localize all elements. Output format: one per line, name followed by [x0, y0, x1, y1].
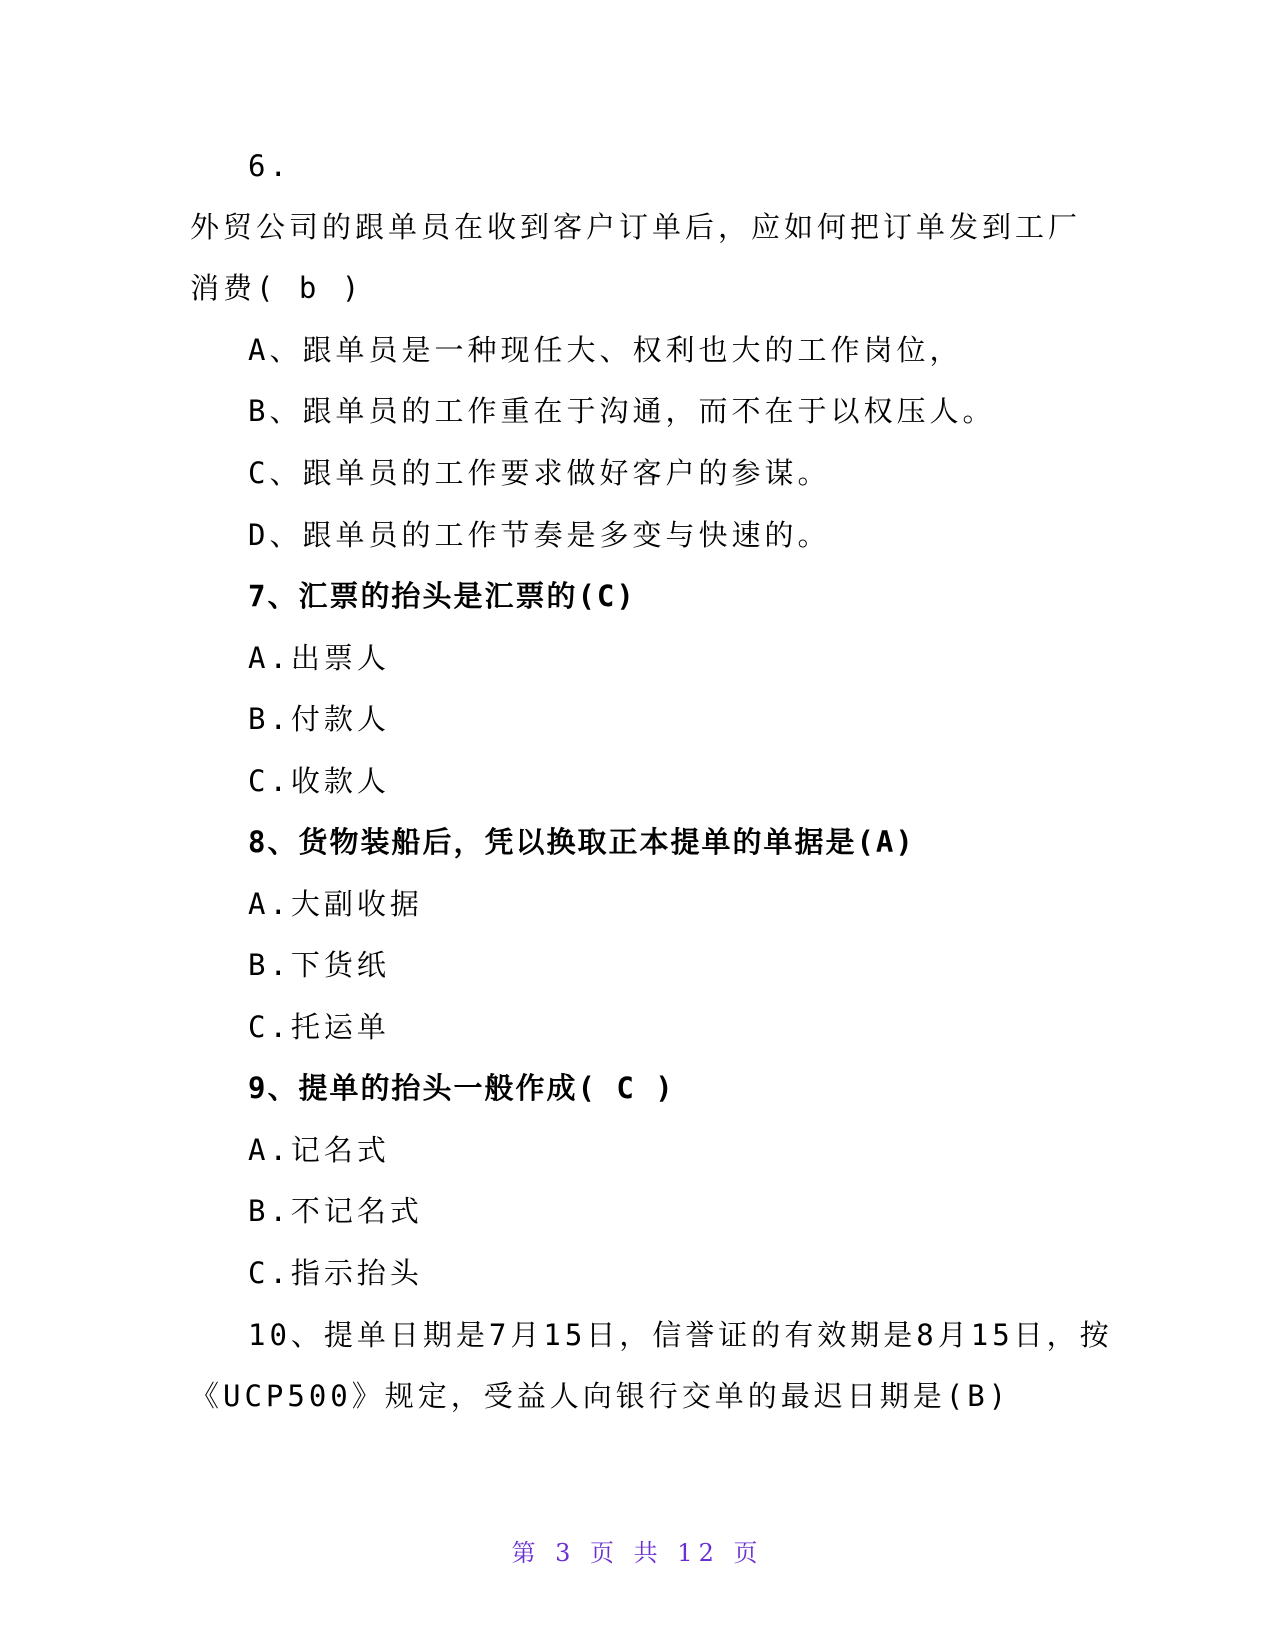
- question-7-option-a: A.出票人: [248, 641, 390, 675]
- question-9-heading: 9、提单的抬头一般作成( C ): [248, 1071, 675, 1105]
- question-6-option-d: D、跟单员的工作节奏是多变与快速的。: [248, 518, 831, 552]
- question-10-text-line-1: 10、提单日期是7月15日，信誉证的有效期是8月15日，按: [248, 1318, 1113, 1352]
- question-6-text-line-2: 消费( b ): [190, 271, 364, 305]
- question-6-option-a: A、跟单员是一种现任大、权利也大的工作岗位，: [248, 333, 963, 367]
- question-8-option-c: C.托运单: [248, 1010, 390, 1044]
- question-10-text-line-2: 《UCP500》规定，受益人向银行交单的最迟日期是(B): [190, 1379, 1011, 1413]
- question-9-option-b: B.不记名式: [248, 1194, 423, 1228]
- question-6-number: 6.: [248, 149, 291, 183]
- question-9-option-a: A.记名式: [248, 1133, 390, 1167]
- question-6-text-line-1: 外贸公司的跟单员在收到客户订单后，应如何把订单发到工厂: [190, 210, 1082, 244]
- page-footer: 第 3 页 共 12 页: [511, 1539, 764, 1567]
- question-6-option-c: C、跟单员的工作要求做好客户的参谋。: [248, 456, 831, 490]
- question-9-option-c: C.指示抬头: [248, 1256, 423, 1290]
- question-8-heading: 8、货物装船后，凭以换取正本提单的单据是(A): [248, 825, 915, 859]
- question-7-heading: 7、汇票的抬头是汇票的(C): [248, 579, 636, 613]
- question-7-option-c: C.收款人: [248, 764, 390, 798]
- question-7-option-b: B.付款人: [248, 702, 390, 736]
- question-8-option-b: B.下货纸: [248, 948, 390, 982]
- question-6-option-b: B、跟单员的工作重在于沟通，而不在于以权压人。: [248, 394, 996, 428]
- question-8-option-a: A.大副收据: [248, 887, 423, 921]
